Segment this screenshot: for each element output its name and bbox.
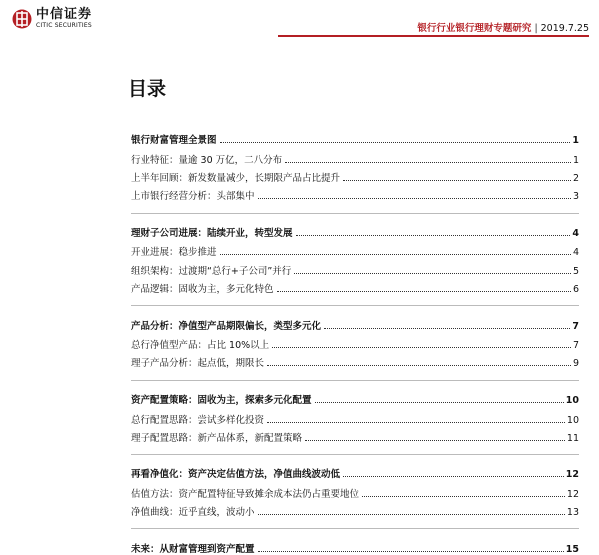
- toc-section-label: 再看净值化：资产决定估值方法，净值曲线波动低: [131, 469, 341, 481]
- dot-leader: [258, 198, 571, 199]
- section-divider: [131, 202, 579, 213]
- toc-section[interactable]: [131, 388, 579, 406]
- toc-section[interactable]: [131, 128, 579, 146]
- toc-item[interactable]: [131, 407, 579, 425]
- toc-item-label: 产品逻辑：固收为主，多元化特色: [131, 284, 274, 296]
- toc-section-page-number: 1: [572, 135, 579, 147]
- dot-leader: [305, 440, 565, 441]
- toc-item[interactable]: [131, 351, 579, 369]
- toc-item-page-number: 2: [572, 173, 579, 185]
- report-name: 银行行业银行理财专题研究: [417, 23, 532, 34]
- dot-leader: [267, 422, 565, 423]
- toc-item[interactable]: [131, 426, 579, 444]
- dot-leader: [272, 347, 571, 348]
- toc-section-page-number: 4: [572, 227, 579, 239]
- dot-leader: [324, 328, 570, 329]
- toc-item-label: 理子配置思路：新产品体系，新配置策略: [131, 432, 303, 444]
- toc-item[interactable]: [131, 258, 579, 276]
- toc-item-label: 开业进展：稳步推进: [131, 247, 217, 259]
- dot-leader: [343, 476, 564, 477]
- toc-item-page-number: 3: [572, 191, 579, 203]
- dot-leader: [343, 180, 571, 181]
- section-divider: [131, 295, 579, 306]
- toc-item-label: 组织架构：过渡期“总行+子公司”并行: [131, 265, 292, 277]
- toc-item-page-number: 7: [572, 340, 579, 352]
- citic-logo-icon: [12, 9, 32, 29]
- toc-item-label: 总行配置思路：尝试多样化投资: [131, 414, 265, 426]
- toc-item-page-number: 1: [572, 154, 579, 166]
- toc-item-label: 上半年回顾：新发数量减少，长期限产品占比提升: [131, 173, 341, 185]
- toc-item-page-number: 12: [566, 488, 579, 500]
- toc-section[interactable]: [131, 313, 579, 331]
- toc-item[interactable]: [131, 147, 579, 165]
- section-divider: [131, 369, 579, 380]
- toc-item[interactable]: [131, 184, 579, 202]
- toc-item-label: 行业特征：量逾 30 万亿，二八分布: [131, 154, 283, 166]
- dot-leader: [220, 254, 571, 255]
- toc-section-page-number: 15: [565, 543, 579, 555]
- toc-item-page-number: 9: [572, 358, 579, 370]
- report-title: [417, 20, 589, 34]
- dot-leader: [258, 514, 565, 515]
- toc-section[interactable]: [131, 536, 579, 554]
- toc-section[interactable]: [131, 462, 579, 480]
- toc-section-page-number: 12: [565, 469, 579, 481]
- toc-section-label: 资产配置策略：固收为主，探索多元化配置: [131, 395, 312, 407]
- toc-section[interactable]: [131, 221, 579, 239]
- toc-section-label: 理财子公司进展：陆续开业，转型发展: [131, 227, 293, 239]
- toc-item-page-number: 5: [572, 265, 579, 277]
- dot-leader: [220, 142, 571, 143]
- toc-item[interactable]: [131, 240, 579, 258]
- title-separator: |: [534, 23, 538, 34]
- toc-section-label: 未来：从财富管理到资产配置: [131, 543, 255, 555]
- dot-leader: [315, 402, 564, 403]
- dot-leader: [267, 365, 571, 366]
- citic-logo: [12, 8, 92, 29]
- dot-leader: [285, 162, 571, 163]
- toc-item-label: 理子产品分析：起点低，期限长: [131, 358, 265, 370]
- logo-english-name: CITIC SECURITIES: [36, 22, 92, 29]
- section-divider: [131, 518, 579, 529]
- page-header: [0, 0, 599, 40]
- toc-item[interactable]: [131, 166, 579, 184]
- dot-leader: [362, 496, 565, 497]
- toc-item-label: 净值曲线：近乎直线，波动小: [131, 507, 255, 519]
- report-date: 2019.7.25: [540, 23, 589, 34]
- logo-chinese-name: 中信证券: [36, 7, 93, 22]
- table-of-contents: [131, 128, 579, 555]
- section-divider: [131, 444, 579, 455]
- toc-item[interactable]: [131, 333, 579, 351]
- dot-leader: [258, 551, 564, 552]
- toc-section-page-number: 7: [572, 320, 579, 332]
- toc-item-page-number: 10: [566, 414, 579, 426]
- toc-item-label: 估值方法：资产配置特征导致摊余成本法仍占重要地位: [131, 488, 360, 500]
- toc-section-label: 银行财富管理全景图: [131, 135, 217, 147]
- toc-item-page-number: 6: [572, 284, 579, 296]
- toc-item-page-number: 11: [566, 432, 579, 444]
- toc-item-label: 总行净值型产品：占比 10%以上: [131, 340, 270, 352]
- toc-item[interactable]: [131, 277, 579, 295]
- toc-item-page-number: 13: [566, 507, 579, 519]
- page-title: 目录: [128, 78, 167, 100]
- dot-leader: [294, 273, 571, 274]
- toc-item[interactable]: [131, 482, 579, 500]
- dot-leader: [277, 291, 571, 292]
- toc-item-label: 上市银行经营分析：头部集中: [131, 191, 255, 203]
- toc-item[interactable]: [131, 500, 579, 518]
- header-rule: [278, 35, 589, 37]
- dot-leader: [296, 235, 571, 236]
- toc-section-page-number: 10: [565, 395, 579, 407]
- toc-item-page-number: 4: [572, 247, 579, 259]
- toc-section-label: 产品分析：净值型产品期限偏长，类型多元化: [131, 320, 322, 332]
